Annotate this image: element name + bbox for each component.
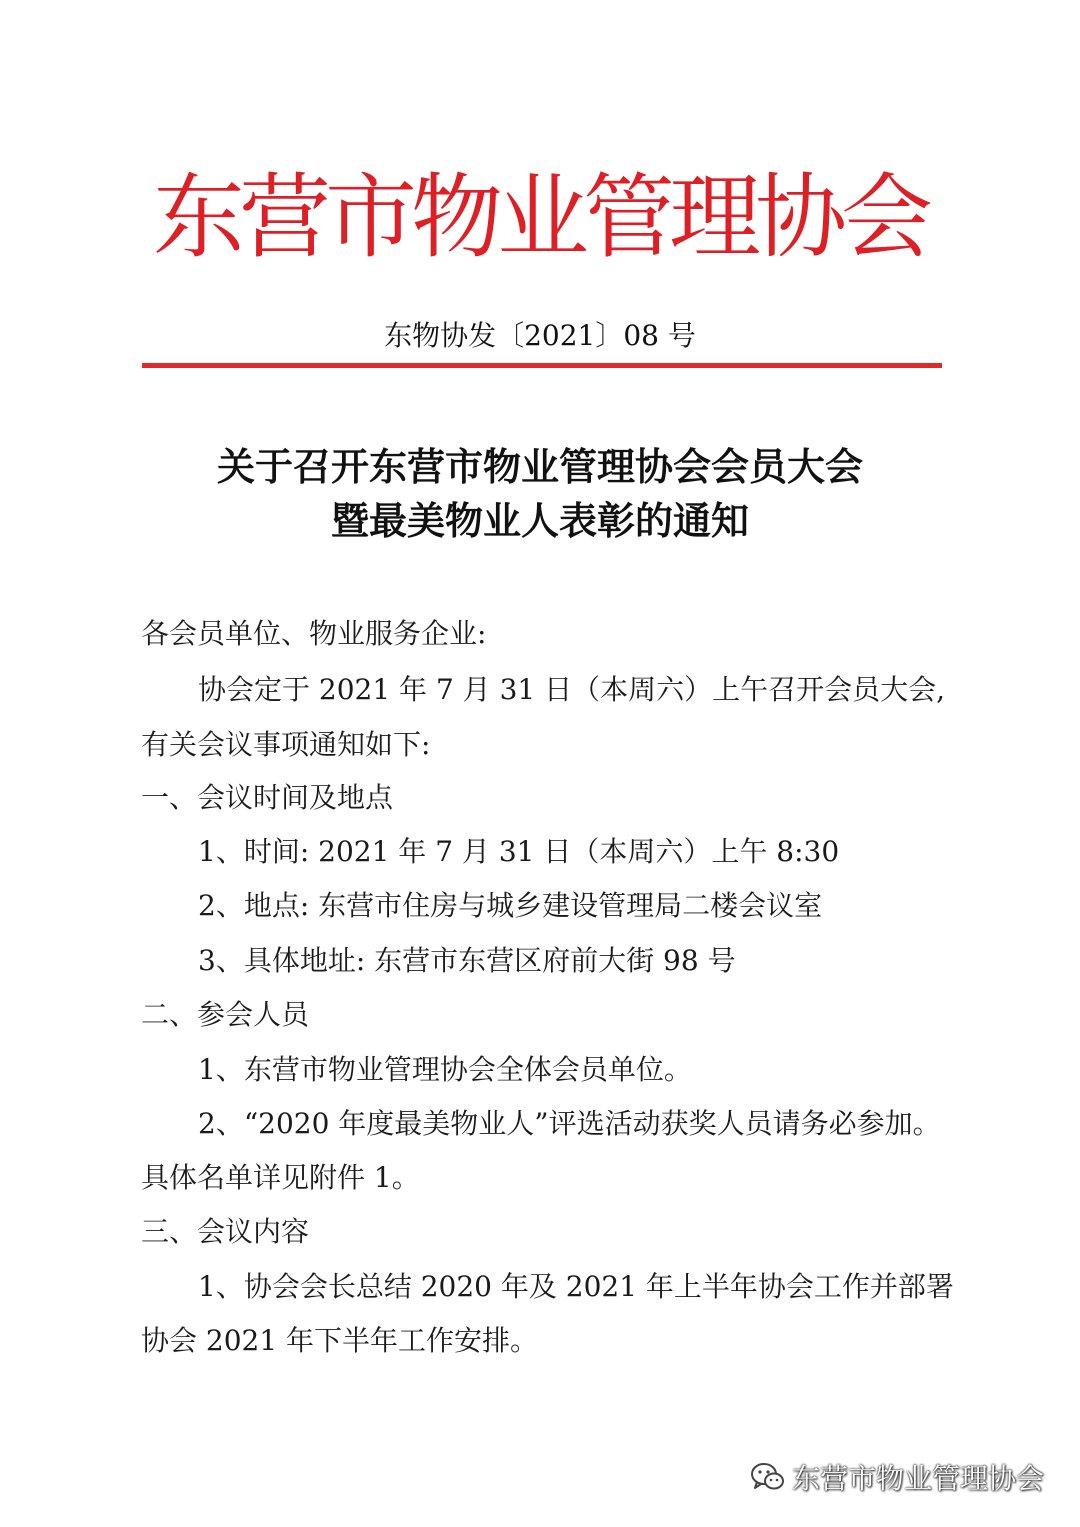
section1-heading: 一、会议时间及地点 [141,781,394,814]
section1-item-location: 2、地点: 东营市住房与城乡建设管理局二楼会议室 [198,889,823,922]
intro-paragraph-line2: 有关会议事项通知如下: [141,728,431,761]
section3-heading: 三、会议内容 [141,1215,310,1248]
wechat-watermark [750,1455,1044,1499]
section1-item-time: 1、时间: 2021 年 7 月 31 日（本周六）上午 8:30 [198,835,840,868]
document-title-line1: 关于召开东营市物业管理协会会员大会 [216,444,863,489]
salutation: 各会员单位、物业服务企业: [141,617,487,650]
section2-item1: 1、东营市物业管理协会全体会员单位。 [198,1053,692,1086]
section2-item2-line1: 2、“2020 年度最美物业人”评选活动获奖人员请务必参加。 [198,1107,941,1140]
section2-heading: 二、参会人员 [141,998,310,1031]
red-divider [142,363,942,368]
section2-item2-line2: 具体名单详见附件 1。 [141,1161,420,1194]
section1-item-address: 3、具体地址: 东营市东营区府前大街 98 号 [198,944,736,977]
document-title-line2: 暨最美物业人表彰的通知 [330,498,749,543]
organization-letterhead: 东营市物业管理协会 [152,164,927,271]
wechat-icon [750,1461,786,1493]
document-number: 东物协发〔2021〕08 号 [384,319,696,352]
watermark-text: 东营市物业管理协会 [791,1462,1044,1495]
section3-item1-line2: 协会 2021 年下半年工作安排。 [141,1324,539,1357]
section3-item1-line1: 1、协会会长总结 2020 年及 2021 年上半年协会工作并部署 [198,1270,954,1303]
intro-paragraph-line1: 协会定于 2021 年 7 月 31 日（本周六）上午召开会员大会, [198,673,946,706]
